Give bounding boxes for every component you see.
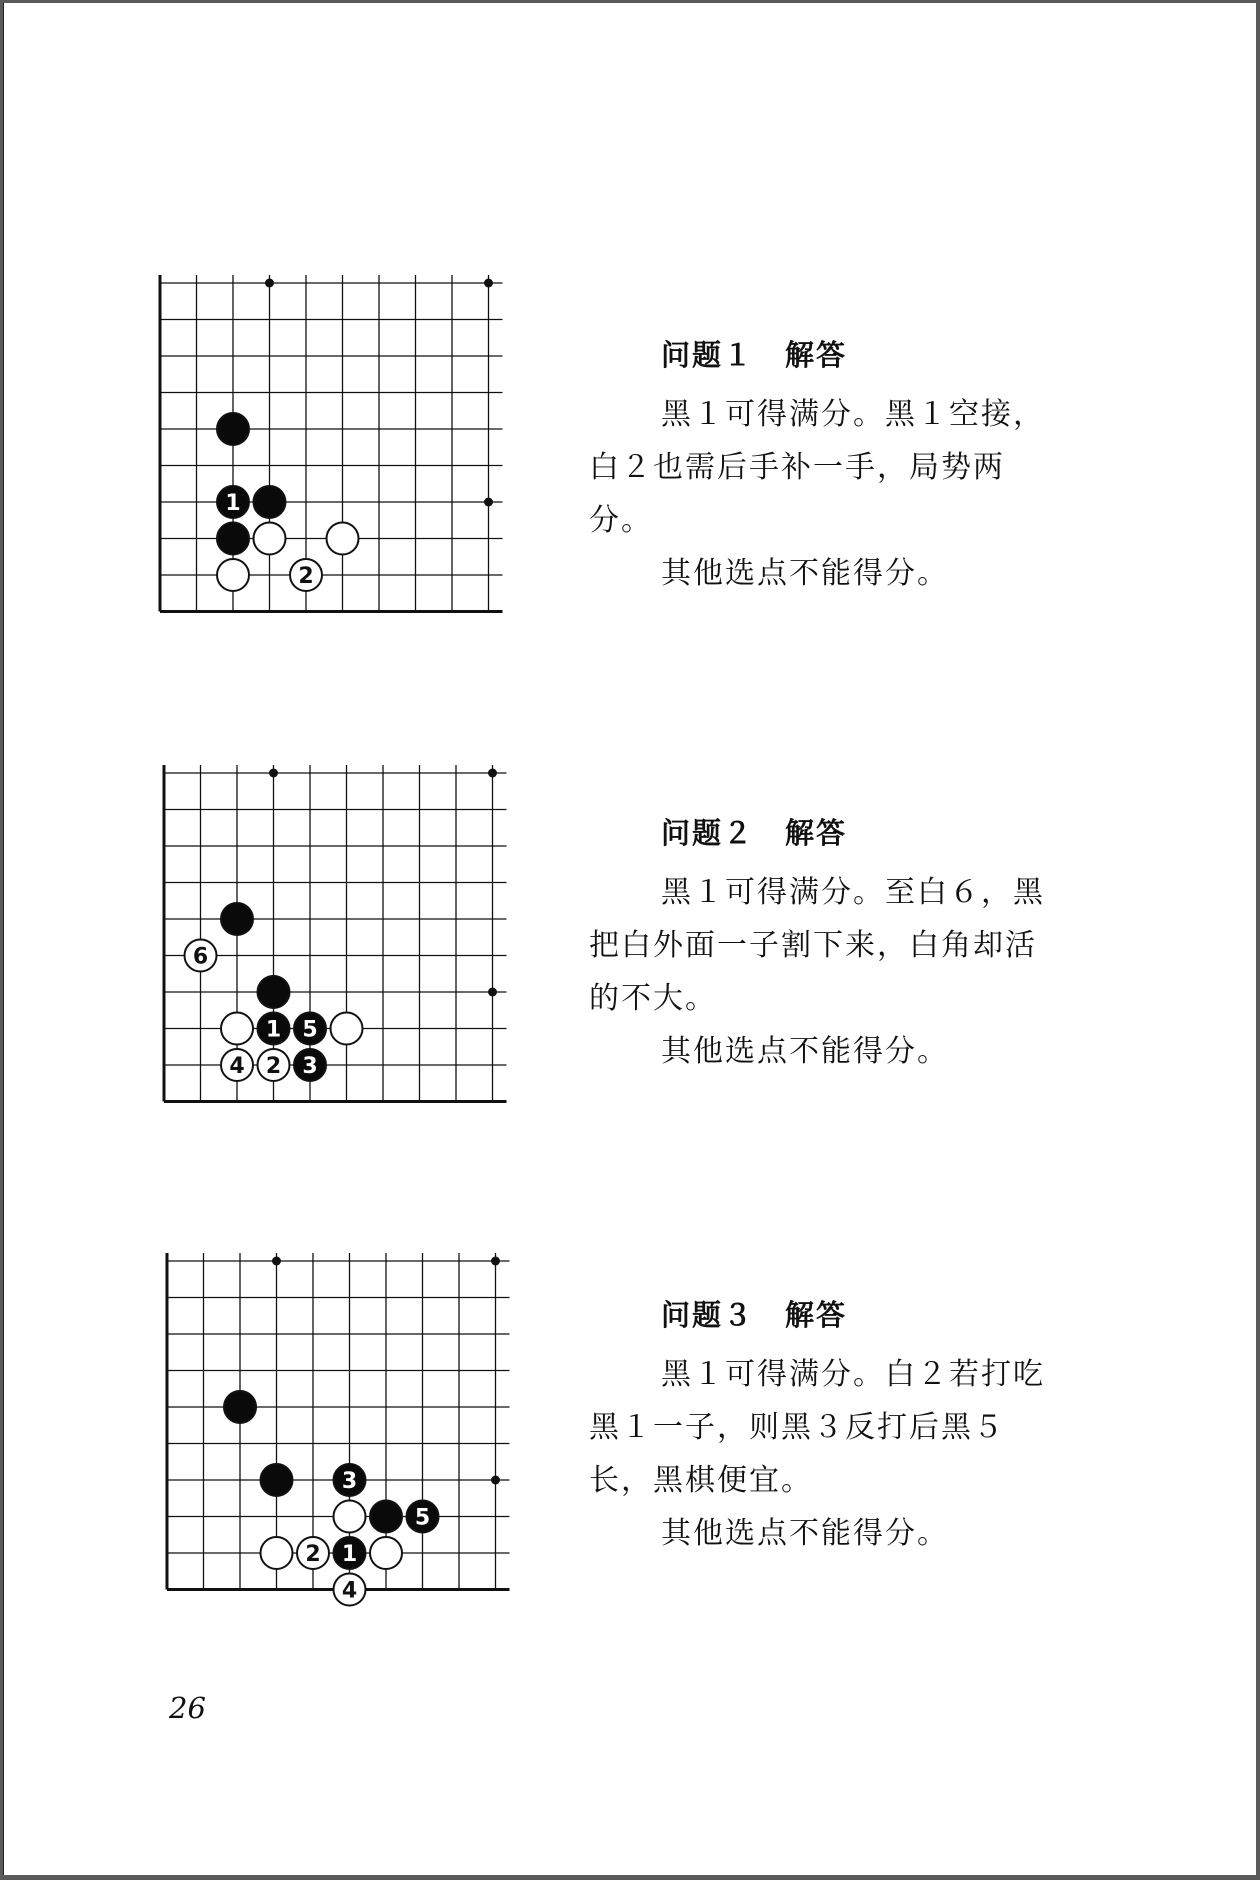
white-stone (290, 559, 322, 591)
answer-block-3 (589, 1293, 1059, 1560)
answer-body: 黑１可得满分。至白６，黑把白外面一子割下来，白角却活的不大。 (589, 875, 1045, 1016)
page-number: 26 (169, 1691, 206, 1725)
go-board-3 (161, 1253, 521, 1633)
black-stone (254, 486, 286, 518)
move-number: 2 (265, 1054, 282, 1079)
go-board-svg (158, 765, 518, 1145)
black-stone (294, 1049, 326, 1081)
move-number: 5 (414, 1505, 431, 1531)
star-point (488, 769, 497, 778)
go-board-1 (154, 275, 514, 655)
move-number: 2 (298, 564, 314, 589)
white-stone (254, 523, 286, 555)
move-number: 2 (305, 1542, 321, 1567)
black-stone (217, 413, 249, 445)
answer-title: 问题２ 解答 (661, 816, 848, 850)
answer-other-note: 其他选点不能得分。 (661, 556, 949, 591)
white-stone (221, 1013, 253, 1045)
white-stone (334, 1501, 366, 1533)
star-point (491, 1257, 500, 1266)
move-number: 4 (229, 1054, 245, 1079)
star-point (272, 1257, 281, 1266)
answer-title: 问题３ 解答 (661, 1298, 848, 1332)
answer-title: 问题１ 解答 (661, 338, 848, 372)
black-stone (217, 486, 249, 518)
white-stone (331, 1013, 363, 1045)
go-board-svg (161, 1253, 521, 1633)
white-stone (217, 559, 249, 591)
go-board-2 (158, 765, 518, 1145)
star-point (484, 498, 493, 507)
move-number: 4 (341, 1578, 358, 1604)
black-stone (261, 1464, 293, 1496)
black-stone (221, 903, 253, 935)
star-point (488, 988, 497, 997)
answer-body: 黑１可得满分。黑１空接，白２也需后手补一手，局势两分。 (589, 397, 1045, 538)
white-stone (370, 1537, 402, 1569)
black-stone (258, 976, 290, 1008)
white-stone (258, 1049, 290, 1081)
move-number: 1 (225, 491, 241, 516)
answer-other-note: 其他选点不能得分。 (661, 1034, 949, 1069)
move-number: 6 (192, 944, 209, 970)
black-stone (258, 1013, 290, 1045)
move-number: 3 (302, 1054, 318, 1079)
answer-other-note: 其他选点不能得分。 (661, 1516, 949, 1551)
black-stone (294, 1013, 326, 1045)
star-point (265, 279, 274, 288)
black-stone (217, 523, 249, 555)
white-stone (327, 523, 359, 555)
move-number: 1 (265, 1017, 282, 1043)
star-point (484, 279, 493, 288)
white-stone (297, 1537, 329, 1569)
move-number: 1 (341, 1542, 358, 1567)
black-stone (334, 1464, 366, 1496)
star-point (269, 769, 278, 778)
move-number: 5 (302, 1017, 318, 1043)
answer-body: 黑１可得满分。白２若打吃黑１一子，则黑３反打后黑５长，黑棋便宜。 (589, 1357, 1045, 1498)
book-page (3, 3, 1256, 1875)
black-stone (224, 1391, 256, 1423)
black-stone (407, 1501, 439, 1533)
white-stone (334, 1574, 366, 1606)
answer-block-1 (589, 333, 1059, 600)
white-stone (185, 940, 217, 972)
star-point (491, 1476, 500, 1485)
move-number: 3 (341, 1469, 358, 1494)
answer-block-2 (589, 811, 1059, 1078)
go-board-svg (154, 275, 514, 655)
black-stone (334, 1537, 366, 1569)
black-stone (370, 1501, 402, 1533)
white-stone (261, 1537, 293, 1569)
white-stone (221, 1049, 253, 1081)
